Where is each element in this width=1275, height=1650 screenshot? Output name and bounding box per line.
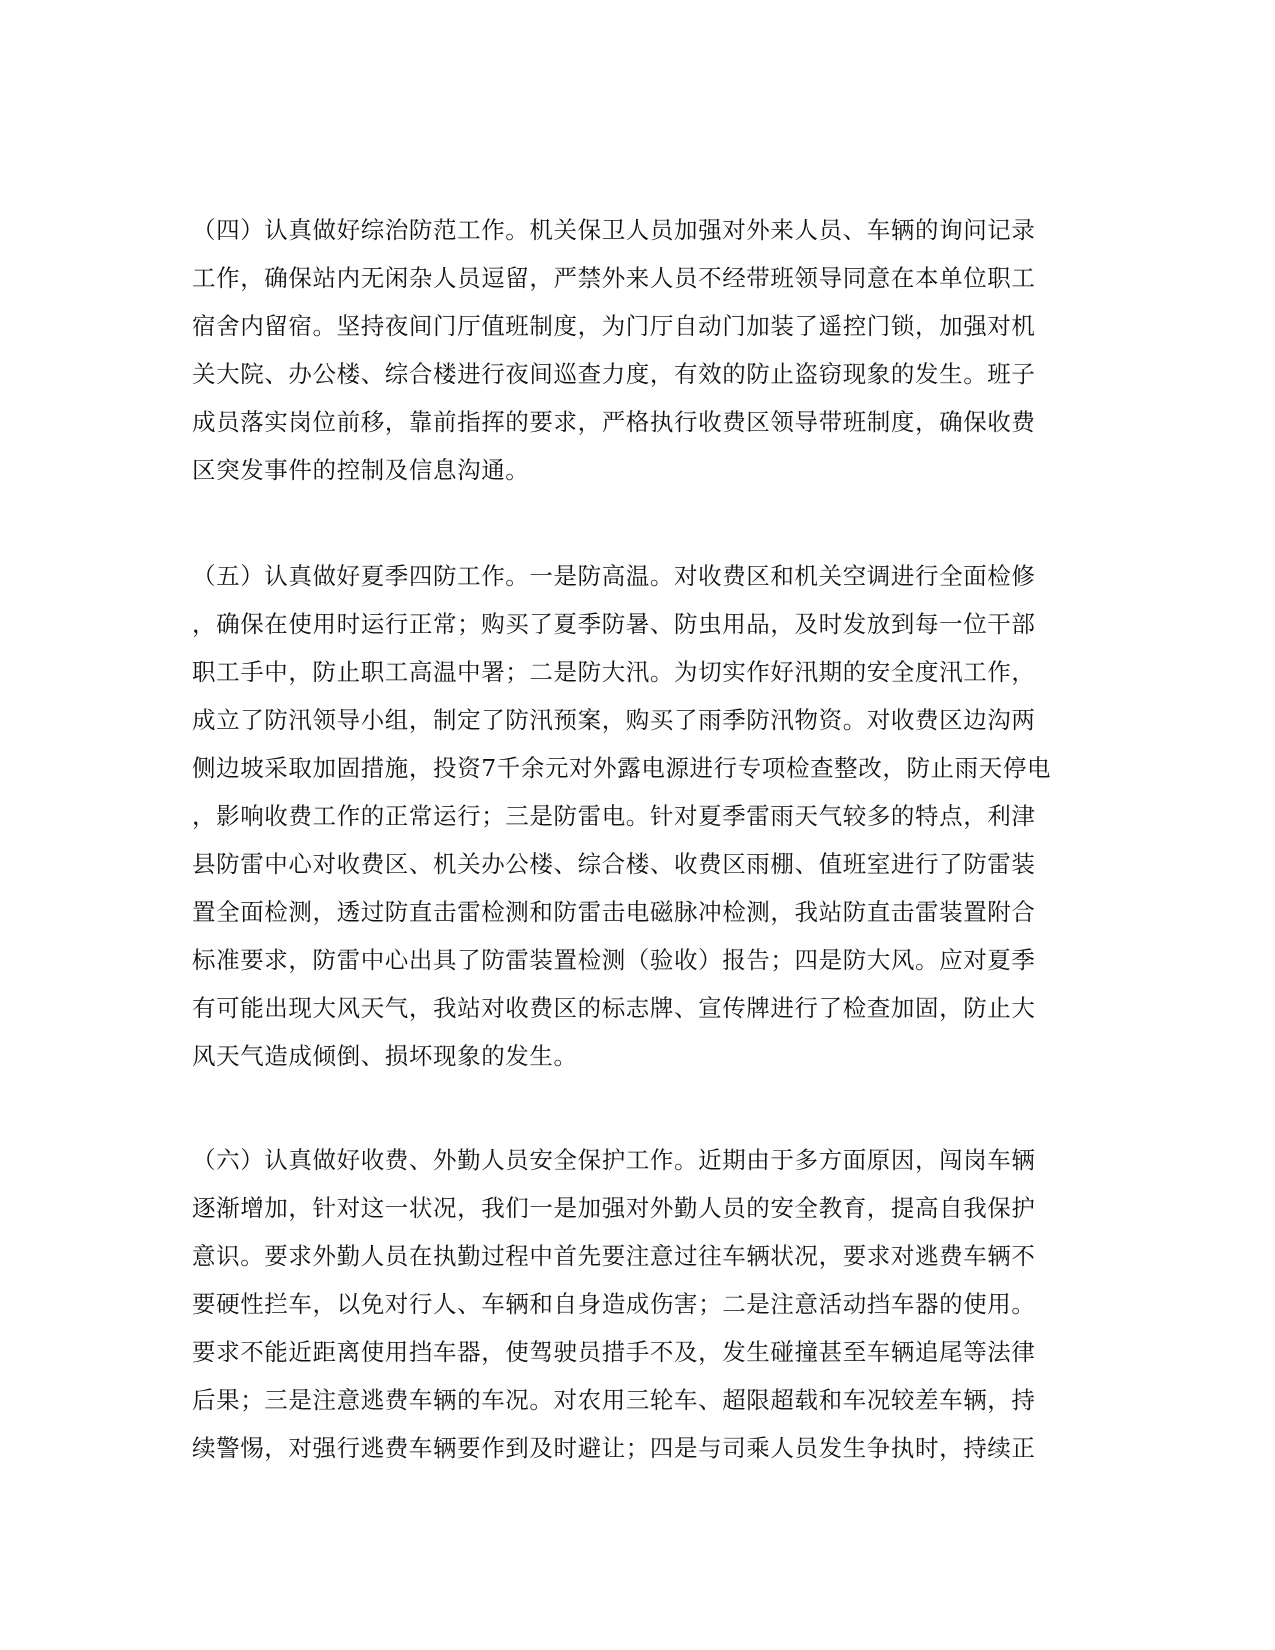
text-line: 职工手中，防止职工高温中署；二是防大汛。为切实作好汛期的安全度汛工作， <box>192 658 1036 686</box>
text-line: 意识。要求外勤人员在执勤过程中首先要注意过往车辆状况，要求对逃费车辆不 <box>192 1242 1036 1270</box>
text-line: 逐渐增加，针对这一状况，我们一是加强对外勤人员的安全教育，提高自我保护 <box>192 1194 1036 1222</box>
text-line: 成立了防汛领导小组，制定了防汛预案，购买了雨季防汛物资。对收费区边沟两 <box>192 706 1036 734</box>
text-line: （六）认真做好收费、外勤人员安全保护工作。近期由于多方面原因，闯岗车辆 <box>192 1146 1036 1174</box>
text-line: 有可能出现大风天气，我站对收费区的标志牌、宣传牌进行了检查加固，防止大 <box>192 994 1036 1022</box>
text-line: 工作，确保站内无闲杂人员逗留，严禁外来人员不经带班领导同意在本单位职工 <box>192 264 1036 292</box>
text-line: ，影响收费工作的正常运行；三是防雷电。针对夏季雷雨天气较多的特点，利津 <box>192 802 1036 830</box>
text-line: 续警惕，对强行逃费车辆要作到及时避让；四是与司乘人员发生争执时，持续正 <box>192 1434 1036 1462</box>
text-line: 侧边坡采取加固措施，投资7千余元对外露电源进行专项检查整改，防止雨天停电 <box>192 754 1052 782</box>
text-line: 宿舍内留宿。坚持夜间门厅值班制度，为门厅自动门加装了遥控门锁，加强对机 <box>192 312 1036 340</box>
paragraph-section-4 <box>192 206 1092 494</box>
text-line: （四）认真做好综治防范工作。机关保卫人员加强对外来人员、车辆的询问记录 <box>192 216 1036 244</box>
text-line: 后果；三是注意逃费车辆的车况。对农用三轮车、超限超载和车况较差车辆，持 <box>192 1386 1036 1414</box>
text-line: （五）认真做好夏季四防工作。一是防高温。对收费区和机关空调进行全面检修 <box>192 562 1036 590</box>
paragraph-section-5 <box>192 552 1092 1080</box>
paragraph-section-6 <box>192 1136 1092 1472</box>
text-line: 标准要求，防雷中心出具了防雷装置检测（验收）报告；四是防大风。应对夏季 <box>192 946 1036 974</box>
text-line: 区突发事件的控制及信息沟通。 <box>192 456 530 484</box>
text-line: 置全面检测，透过防直击雷检测和防雷击电磁脉冲检测，我站防直击雷装置附合 <box>192 898 1036 926</box>
text-line: 成员落实岗位前移，靠前指挥的要求，严格执行收费区领导带班制度，确保收费 <box>192 408 1036 436</box>
text-line: ，确保在使用时运行正常；购买了夏季防暑、防虫用品，及时发放到每一位干部 <box>192 610 1036 638</box>
text-line: 县防雷中心对收费区、机关办公楼、综合楼、收费区雨棚、值班室进行了防雷装 <box>192 850 1036 878</box>
text-line: 关大院、办公楼、综合楼进行夜间巡查力度，有效的防止盗窃现象的发生。班子 <box>192 360 1036 388</box>
text-line: 要硬性拦车，以免对行人、车辆和自身造成伤害；二是注意活动挡车器的使用。 <box>192 1290 1036 1318</box>
text-line: 风天气造成倾倒、损坏现象的发生。 <box>192 1042 578 1070</box>
text-line: 要求不能近距离使用挡车器，使驾驶员措手不及，发生碰撞甚至车辆追尾等法律 <box>192 1338 1036 1366</box>
